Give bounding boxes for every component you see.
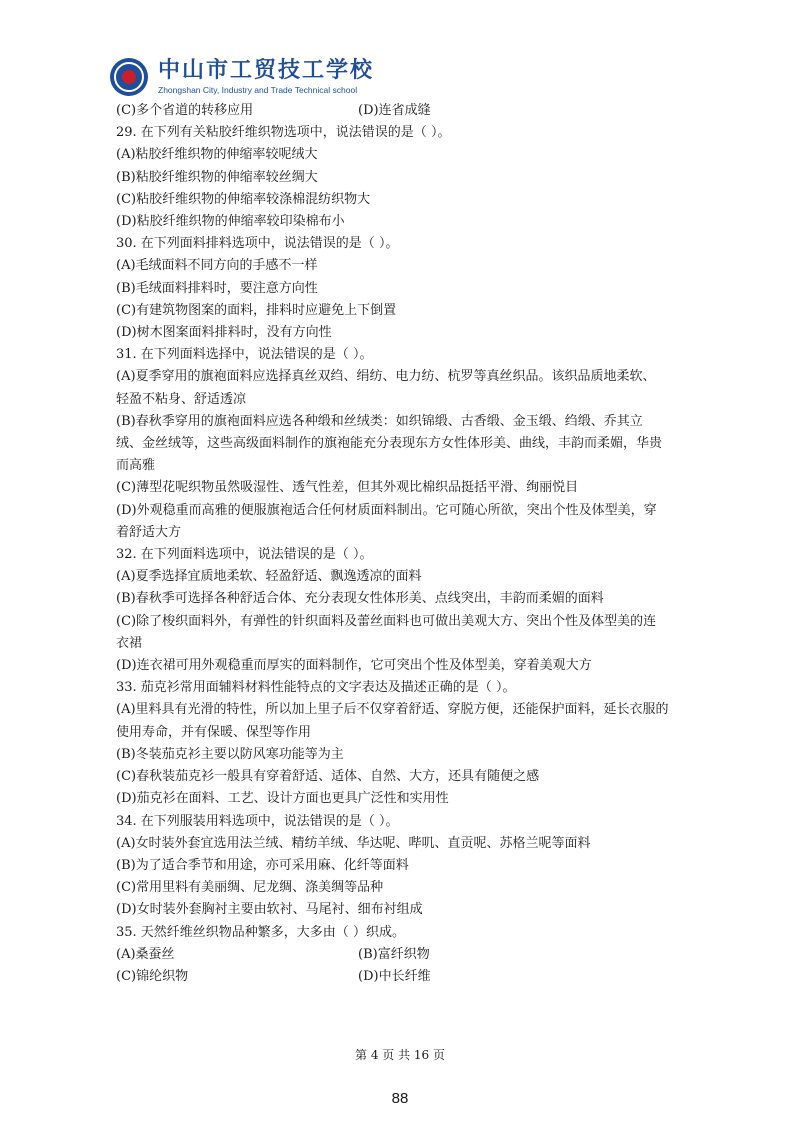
school-name-english: Zhongshan City, Industry and Trade Technical school bbox=[158, 85, 358, 95]
option-text: (C)多个省道的转移应用 bbox=[116, 103, 254, 118]
text-line: (B)毛绒面料排料时，要注意方向性 bbox=[116, 280, 318, 296]
text-line: (C)有建筑物图案的面料，排料时应避免上下倒置 bbox=[116, 302, 397, 318]
text-line: 33. 茄克衫常用面辅料材料性能特点的文字表达及描述正确的是（ ）。 bbox=[116, 680, 516, 696]
text-line: 34. 在下列服装用料选项中，说法错误的是（ ）。 bbox=[116, 813, 399, 829]
option-row bbox=[116, 944, 690, 966]
text-line: (B)粘胶纤维织物的伸缩率较丝绸大 bbox=[116, 169, 318, 185]
text-line: 绒、金丝绒等，这些高级面料制作的旗袍能充分表现东方女性体形美、曲线，丰韵而柔媚，华贵 bbox=[116, 436, 663, 452]
text-line: 轻盈不粘身、舒适透凉 bbox=[116, 391, 247, 407]
text-line: (D)外观稳重而高雅的便服旗袍适合任何材质面料制出。它可随心所欲，突出个性及体型美，穿 bbox=[116, 502, 657, 518]
option-text: (C)锦纶织物 bbox=[116, 968, 189, 984]
school-brand bbox=[158, 58, 374, 96]
text-line: (D)树木图案面料排料时，没有方向性 bbox=[116, 325, 332, 341]
text-line: (B)春秋季穿用的旗袍面料应选各种缎和丝绒类：如织锦缎、古香缎、金玉缎、绉缎、乔其立 bbox=[116, 413, 643, 429]
page-footer: 第 4 页 共 16 页 bbox=[355, 1048, 445, 1062]
text-line: (C)粘胶纤维织物的伸缩率较涤棉混纺织物大 bbox=[116, 191, 371, 207]
text-line: (D)连衣裙可用外观稳重而厚实的面料制作，它可突出个性及体型美，穿着美观大方 bbox=[116, 658, 592, 674]
text-line: 30. 在下列面料排料选项中，说法错误的是（ ）。 bbox=[116, 236, 399, 252]
option-row bbox=[116, 100, 690, 122]
text-line: 29. 在下列有关粘胶纤维织物选项中，说法错误的是（ ）。 bbox=[116, 125, 451, 141]
text-line: (B)春秋季可选择各种舒适合体、充分表现女性体形美、点线突出，丰韵而柔媚的面料 bbox=[116, 591, 604, 607]
page-header bbox=[110, 54, 374, 100]
text-line: (A)夏季选择宜质地柔软、轻盈舒适、飘逸透凉的面料 bbox=[116, 569, 422, 585]
text-line: (A)毛绒面料不同方向的手感不一样 bbox=[116, 258, 318, 274]
exam-questions bbox=[116, 100, 690, 988]
text-line: (B)为了适合季节和用途，亦可采用麻、化纤等面料 bbox=[116, 857, 409, 873]
text-line: (D)茄克衫在面料、工艺、设计方面也更具广泛性和实用性 bbox=[116, 791, 449, 807]
text-line: 使用寿命，并有保暖、保型等作用 bbox=[116, 724, 312, 740]
text-line: 衣裙 bbox=[116, 635, 143, 651]
text-line: 31. 在下列面料选择中，说法错误的是（ ）。 bbox=[116, 347, 373, 363]
school-logo-icon bbox=[110, 58, 148, 96]
text-line: (A)粘胶纤维织物的伸缩率较呢绒大 bbox=[116, 147, 318, 163]
text-line: (C)常用里料有美丽绸、尼龙绸、涤美绸等品种 bbox=[116, 880, 384, 896]
text-line: 35. 天然纤维丝织物品种繁多，大多由（ ）织成。 bbox=[116, 924, 405, 940]
option-text: (B)富纤织物 bbox=[358, 946, 430, 962]
text-line: (B)冬装茄克衫主要以防风寒功能等为主 bbox=[116, 746, 344, 762]
text-line: (A)里料具有光滑的特性，所以加上里子后不仅穿着舒适、穿脱方便，还能保护面料，延长衣服的 bbox=[116, 702, 669, 718]
text-line: (C)薄型花呢织物虽然吸湿性、透气性差，但其外观比棉织品挺括平滑、绚丽悦目 bbox=[116, 480, 579, 496]
text-line: (A)夏季穿用的旗袍面料应选择真丝双绉、绢纺、电力纺、杭罗等真丝织品。该织品质地柔软、 bbox=[116, 369, 656, 385]
option-text: (A)桑蚕丝 bbox=[116, 946, 175, 962]
text-line: (C)春秋装茄克衫一般具有穿着舒适、适体、自然、大方，还具有随便之感 bbox=[116, 769, 540, 785]
text-line: (C)除了梭织面料外，有弹性的针织面料及蕾丝面料也可做出美观大方、突出个性及体型美的连 bbox=[116, 613, 657, 629]
text-line: (A)女时装外套宜选用法兰绒、精纺羊绒、华达呢、哔叽、直贡呢、苏格兰呢等面料 bbox=[116, 835, 591, 851]
text-line: (D)女时装外套胸衬主要由软衬、马尾衬、细布衬组成 bbox=[116, 902, 423, 918]
text-line: 着舒适大方 bbox=[116, 524, 182, 540]
page-number: 88 bbox=[391, 1090, 409, 1107]
text-line: 而高雅 bbox=[116, 458, 156, 474]
option-text: (D)连省成缝 bbox=[358, 103, 431, 118]
option-row bbox=[116, 966, 690, 988]
option-text: (D)中长纤维 bbox=[358, 968, 431, 984]
text-line: (D)粘胶纤维织物的伸缩率较印染棉布小 bbox=[116, 214, 345, 230]
school-name: 中山市工贸技工学校 bbox=[158, 58, 375, 83]
text-line: 32. 在下列面料选项中，说法错误的是（ ）。 bbox=[116, 547, 373, 563]
